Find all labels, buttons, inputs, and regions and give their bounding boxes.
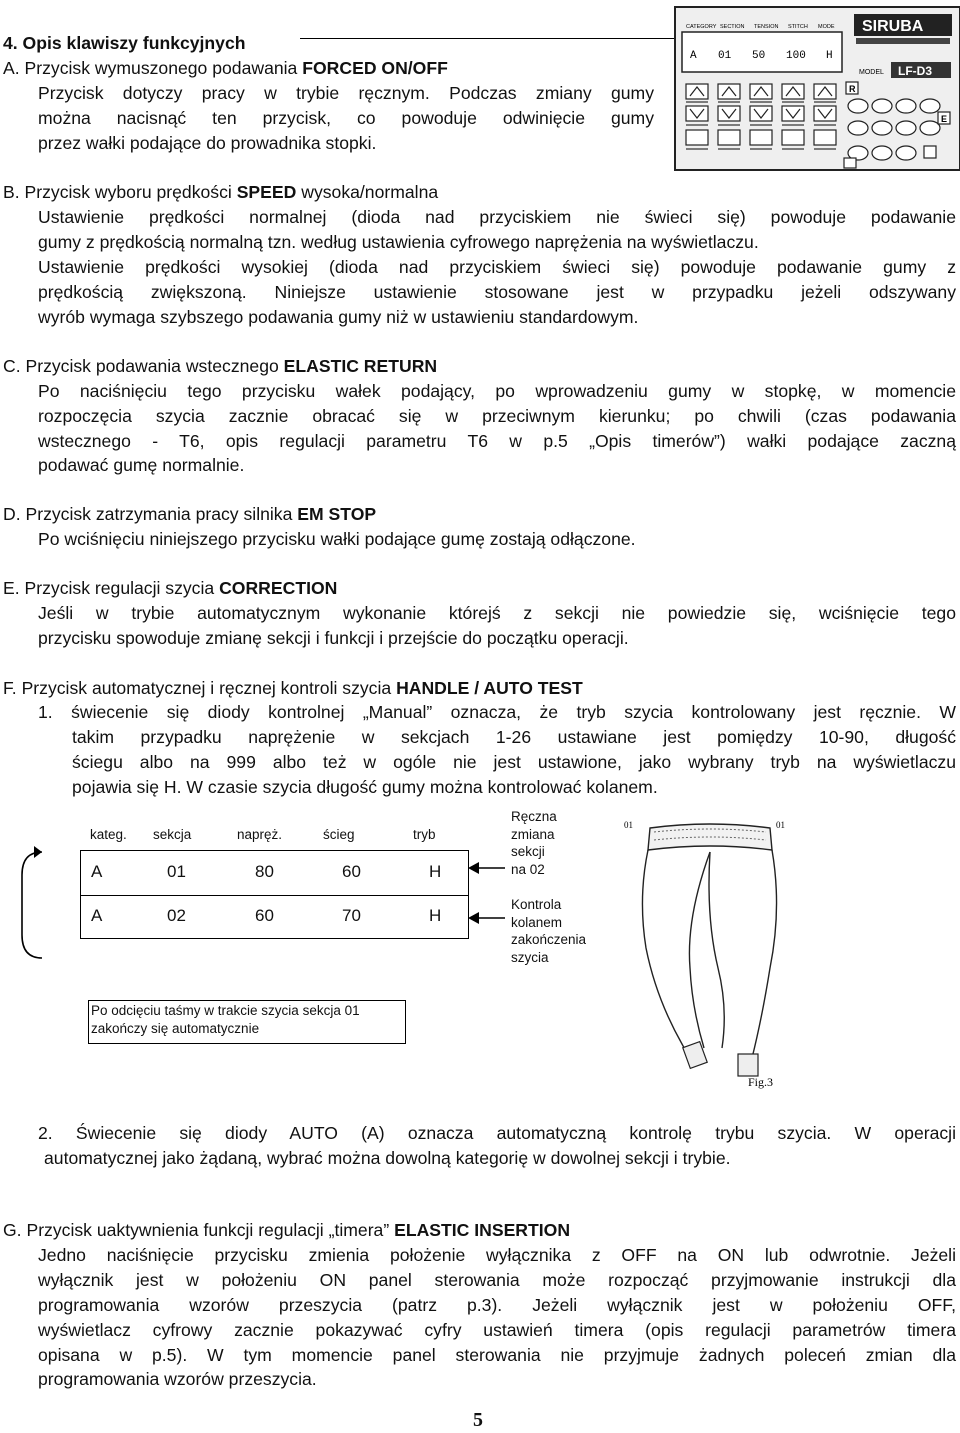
panel-label-tension: TENSION	[754, 24, 779, 30]
section-b-line-2: gumy z prędkością normalną tzn. według ustawienia cyfrowego naprężenia na wyświetlaczu.	[38, 232, 759, 252]
panel-display-category: A	[690, 50, 697, 62]
panel-display-section: 01	[718, 50, 732, 62]
diagram-row-2-tension: 60	[255, 906, 274, 925]
panel-display-tension: 50	[752, 50, 766, 62]
section-g-line-1: Jedno naciśnięcie przycisku zmienia położenie wyłącznika z OFF na ON lub odwrotnie. Jeżeli	[38, 1245, 956, 1265]
trousers-figure	[620, 808, 800, 1098]
section-f-item2-line-2: automatycznej jako żądaną, wybrać można dowolną kategorię w dowolnej sekcji i trybie.	[44, 1148, 731, 1168]
section-g-line-4: wyświetlacz cyfrowy zacznie pokazywać cyfry ustawień timera (opis regulacji parametrów timera	[38, 1320, 956, 1340]
section-c-title: C. Przycisk podawania wstecznego ELASTIC RETURN	[3, 356, 438, 376]
section-c-line-4: podawać gumę normalnie.	[38, 455, 245, 475]
diagram-row-2-mode: H	[429, 906, 442, 925]
figure-label: Fig.3	[748, 1075, 774, 1089]
diagram-row-1-section: 01	[167, 862, 186, 881]
diagram-header-category: kateg.	[90, 827, 127, 842]
note-tape-cut: Po odcięciu taśmy w trakcie szycia sekcja 01 zakończy się automatycznie	[88, 1000, 406, 1044]
section-b-line-4: prędkością zwiększoną. Niniejsze ustawienie stosowane jest w przypadku jeżeli odszywany	[38, 282, 956, 302]
panel-key-r: R	[849, 84, 856, 94]
note-knee-control: Kontrola kolanem zakończenia szycia	[511, 897, 587, 965]
diagram-header-stitch: ścieg	[323, 827, 355, 842]
diagram-row-1-category: A	[91, 862, 103, 881]
section-g-line-3: programowania wzorów przeszycia (patrz p.3). Jeżeli wyłącznik jest w położeniu OFF,	[38, 1295, 956, 1315]
section-d-line-1: Po wciśnięciu niniejszego przycisku wałki podające gumę zostają odłączone.	[38, 529, 636, 549]
section-e-line-1: Jeśli w trybie automatycznym wykonanie którejś z sekcji nie powiedzie się, wciśnięcie tego	[38, 603, 956, 623]
control-panel-drawing	[676, 8, 959, 169]
section-g-line-6: programowania wzorów przeszycia.	[38, 1369, 317, 1389]
panel-key-e: E	[941, 114, 948, 124]
section-e-title: E. Przycisk regulacji szycia CORRECTION	[3, 578, 338, 598]
diagram-row-1-stitch: 60	[342, 862, 361, 881]
section-f-item1-line-3: ściegu albo na 999 albo też w ogóle nie jest ustawione, jako wybrany tryb na wyświetlaczu	[72, 752, 956, 772]
note-manual-change: Ręczna zmiana sekcji na 02	[511, 809, 557, 877]
diagram-row-1-mode: H	[429, 862, 442, 881]
arrow-knee-control-head	[468, 912, 479, 924]
section-f-item1-line-1: 1. świecenie się diody kontrolnej „Manual” oznacza, że tryb szycia kontrolowany jest ręcznie. W	[38, 702, 956, 722]
section-f-title: F. Przycisk automatycznej i ręcznej kontroli szycia HANDLE / AUTO TEST	[3, 678, 583, 698]
diagram-header-tension: napręż.	[237, 827, 283, 842]
control-panel-image	[674, 6, 960, 171]
section-c-line-2: rozpoczęcia szycia zacznie obracać się w przeciwnym kierunku; po chwili (czas podawania	[38, 406, 956, 426]
section-b-line-3: Ustawienie prędkości wysokiej (dioda nad przyciskiem świeci się) powoduje podawanie gumy z	[38, 257, 956, 277]
section-g-title: G. Przycisk uaktywnienia funkcji regulacji „timera” ELASTIC INSERTION	[3, 1220, 571, 1240]
loop-arrowhead	[34, 846, 42, 858]
panel-model-label: MODEL	[859, 69, 884, 76]
section-b-title: B. Przycisk wyboru prędkości SPEED wysoka/normalna	[3, 182, 439, 202]
section-f-item1-line-2: takim przypadku naprężenie w sekcjach 1-26 ustawiane jest pomiędzy 10-90, długość	[72, 727, 956, 747]
panel-model: LF-D3	[898, 64, 932, 78]
section-g-line-2: wyłącznik jest w położeniu ON panel sterowania może rozpocząć przyjmowanie instrukcji dla	[38, 1270, 956, 1290]
section-a-title: A. Przycisk wymuszonego podawania FORCED ON/OFF	[3, 58, 448, 78]
section-b-line-1: Ustawienie prędkości normalnej (dioda nad przyciskiem nie świeci się) powoduje podawanie	[38, 207, 956, 227]
page-number: 5	[473, 1409, 483, 1431]
section-a-line-2: można nacisnąć ten przycisk, co powoduje odwinięcie gumy	[38, 108, 654, 128]
section-f-item1-line-4: pojawia się H. W czasie szycia długość gumy można kontrolować kolanem.	[72, 777, 658, 797]
section-e-line-2: przycisku spowoduje zmianę sekcji i funkcji i przejście do początku operacji.	[38, 628, 629, 648]
section-a-line-3: przez wałki podające do prowadnika stopki.	[38, 133, 377, 153]
section-a-line-1: Przycisk dotyczy pracy w trybie ręcznym. Podczas zmiany gumy	[38, 83, 654, 103]
diagram-header-section: sekcja	[153, 827, 192, 842]
section-heading: 4. Opis klawiszy funkcyjnych	[3, 33, 246, 53]
section-d-title: D. Przycisk zatrzymania pracy silnika EM STOP	[3, 504, 377, 524]
panel-label-category: CATEGORY	[686, 24, 717, 30]
panel-display-mode: H	[826, 50, 833, 62]
section-f-item2-line-1: 2. Świecenie się diody AUTO (A) oznacza automatyczną kontrolę trybu szycia. W operacji	[38, 1123, 956, 1143]
diagram-row-2-stitch: 70	[342, 906, 361, 925]
section-c-line-1: Po naciśnięciu tego przycisku wałek podający, po wprowadzeniu gumy w stopkę, w momencie	[38, 381, 956, 401]
panel-label-section: SECTION	[720, 24, 745, 30]
fig-mark-left: 01	[624, 820, 633, 830]
diagram-row-2-category: A	[91, 906, 103, 925]
panel-label-stitch: STITCH	[788, 24, 808, 30]
loop-bracket	[22, 852, 42, 958]
fig-mark-right: 01	[776, 820, 785, 830]
section-c-line-3: wstecznego - T6, opis regulacji parametru T6 w p.5 „Opis timerów”) wałki podające zaczną	[38, 431, 956, 451]
panel-display-stitch: 100	[786, 50, 806, 62]
section-b-line-5: wyrób wymaga szybszego podawania gumy niż w ustawieniu standardowym.	[38, 307, 639, 327]
diagram-header-mode: tryb	[413, 827, 436, 842]
diagram-row-2-section: 02	[167, 906, 186, 925]
section-g-line-5: opisana w p.5). W tym momencie panel sterowania nie przyjmuje żadnych poleceń zmian dla	[38, 1345, 956, 1365]
panel-label-mode: MODE	[818, 24, 835, 30]
panel-brand: SIRUBA	[862, 18, 924, 35]
arrow-section-change-head	[468, 862, 479, 874]
diagram-arrows	[0, 800, 960, 1100]
diagram-row-1-tension: 80	[255, 862, 274, 881]
